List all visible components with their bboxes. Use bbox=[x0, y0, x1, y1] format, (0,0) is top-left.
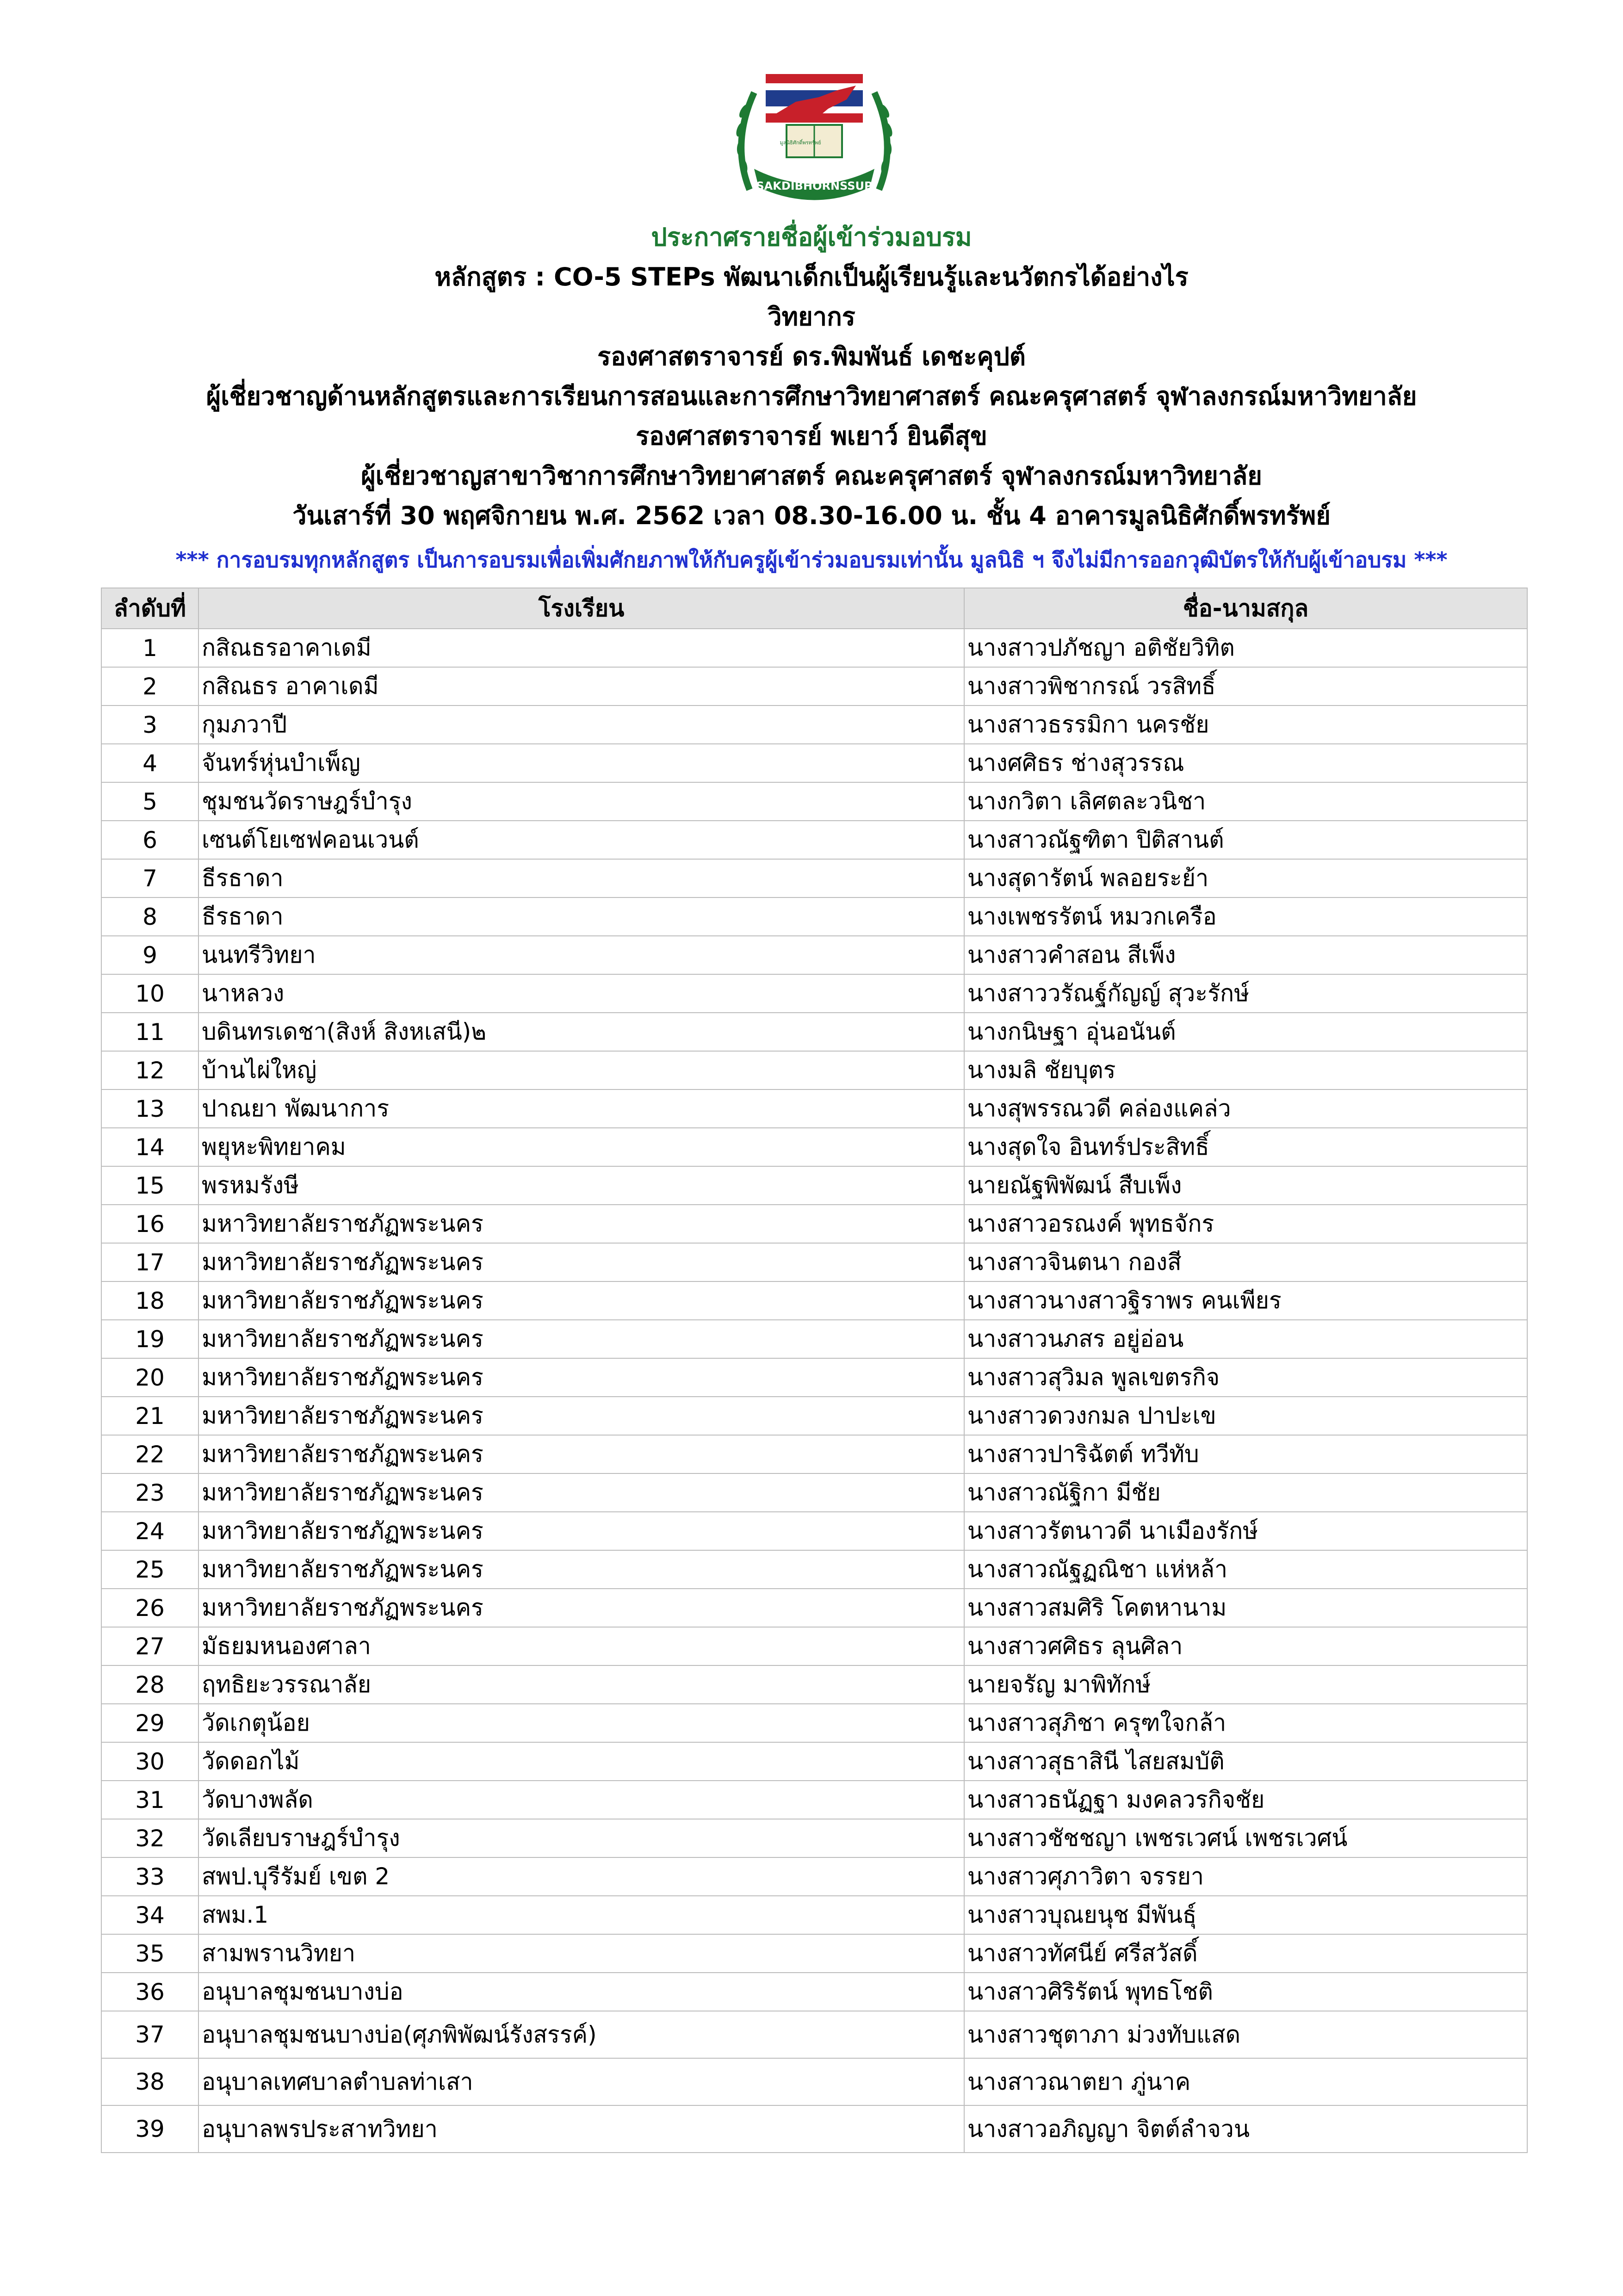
table-row bbox=[101, 1973, 1527, 2011]
cell-school: มหาวิทยาลัยราชภัฏพระนคร bbox=[198, 1397, 964, 1435]
cell-row-number: 17 bbox=[101, 1243, 198, 1281]
cell-row-number: 38 bbox=[101, 2058, 198, 2105]
speaker-1-title: ผู้เชี่ยวชาญด้านหลักสูตรและการเรียนการสอนและการศึกษาวิทยาศาสตร์ คณะครุศาสตร์ จุฬาลงกรณ์มหาวิทยาลัย bbox=[206, 382, 1417, 411]
cell-school: มหาวิทยาลัยราชภัฏพระนคร bbox=[198, 1512, 964, 1550]
cell-school: ปาณยา พัฒนาการ bbox=[198, 1089, 964, 1128]
announcement-header bbox=[0, 217, 1623, 536]
table-row bbox=[101, 2011, 1527, 2058]
cell-school: กสิณธรอาคาเดมี bbox=[198, 629, 964, 667]
table-row bbox=[101, 1243, 1527, 1281]
cell-row-number: 37 bbox=[101, 2011, 198, 2058]
cell-row-number: 25 bbox=[101, 1550, 198, 1589]
cell-participant-name: นางสาวณัฐฏณิชา แห่หล้า bbox=[964, 1550, 1527, 1589]
cell-participant-name: นางสาวชุตาภา ม่วงทับแสด bbox=[964, 2011, 1527, 2058]
cell-row-number: 19 bbox=[101, 1320, 198, 1358]
cell-school: อนุบาลชุมชนบางบ่อ(ศุภพิพัฒน์รังสรรค์) bbox=[198, 2011, 964, 2058]
cell-row-number: 23 bbox=[101, 1473, 198, 1512]
speaker-2-name: รองศาสตราจารย์ พเยาว์ ยินดีสุข bbox=[636, 421, 987, 451]
course-title: หลักสูตร : CO-5 STEPs พัฒนาเด็กเป็นผู้เรียนรู้และนวัตกรได้อย่างไร bbox=[434, 262, 1189, 291]
cell-row-number: 10 bbox=[101, 974, 198, 1013]
cell-row-number: 39 bbox=[101, 2105, 198, 2153]
cell-participant-name: นางสุพรรณวดี คล่องแคล่ว bbox=[964, 1089, 1527, 1128]
table-row bbox=[101, 1435, 1527, 1473]
cell-participant-name: นางกวิตา เลิศตละวนิชา bbox=[964, 782, 1527, 821]
table-row bbox=[101, 1704, 1527, 1742]
cell-participant-name: นางสาวปภัชญา อติชัยวิทิต bbox=[964, 629, 1527, 667]
table-header-row bbox=[101, 588, 1527, 629]
cell-participant-name: นางสาวธรรมิกา นครชัย bbox=[964, 706, 1527, 744]
table-row bbox=[101, 974, 1527, 1013]
cell-participant-name: นางสาวสมศิริ โคตหานาม bbox=[964, 1589, 1527, 1627]
cell-school: กุมภวาปี bbox=[198, 706, 964, 744]
cell-row-number: 11 bbox=[101, 1013, 198, 1051]
cell-school: มหาวิทยาลัยราชภัฏพระนคร bbox=[198, 1589, 964, 1627]
cell-school: นนทรีวิทยา bbox=[198, 936, 964, 974]
cell-row-number: 20 bbox=[101, 1358, 198, 1397]
table-row bbox=[101, 2058, 1527, 2105]
cell-school: ธีรธาดา bbox=[198, 897, 964, 936]
cell-school: วัดเกตุน้อย bbox=[198, 1704, 964, 1742]
cell-participant-name: นางสาวธนัฏฐา มงคลวรกิจชัย bbox=[964, 1781, 1527, 1819]
cell-participant-name: นางสาวจินตนา กองสี bbox=[964, 1243, 1527, 1281]
cell-row-number: 9 bbox=[101, 936, 198, 974]
cell-participant-name: นางสาวศุภาวิตา จรรยา bbox=[964, 1857, 1527, 1896]
cell-row-number: 34 bbox=[101, 1896, 198, 1934]
table-row bbox=[101, 2105, 1527, 2153]
table-row bbox=[101, 1550, 1527, 1589]
table-row bbox=[101, 1128, 1527, 1166]
cell-row-number: 36 bbox=[101, 1973, 198, 2011]
cell-row-number: 15 bbox=[101, 1166, 198, 1205]
cell-school: วัดดอกไม้ bbox=[198, 1742, 964, 1781]
cell-participant-name: นางศศิธร ช่างสุวรรณ bbox=[964, 744, 1527, 782]
cell-school: เซนต์โยเซฟคอนเวนต์ bbox=[198, 821, 964, 859]
cell-participant-name: นางสาวสุภิชา ครุฑใจกล้า bbox=[964, 1704, 1527, 1742]
cell-row-number: 30 bbox=[101, 1742, 198, 1781]
certificate-notice: *** การอบรมทุกหลักสูตร เป็นการอบรมเพื่อเพิ่มศักยภาพให้กับครูผู้เข้าร่วมอบรมเท่านั้น มูลนิธิ ฯ จึงไม่มีการออกวุฒิบัตรให้กับผู้เข้าอบรม *** bbox=[175, 547, 1448, 572]
cell-participant-name: นางสาวณัฐฑิตา ปิติสานต์ bbox=[964, 821, 1527, 859]
cell-school: บ้านไผ่ใหญ่ bbox=[198, 1051, 964, 1089]
cell-school: มหาวิทยาลัยราชภัฏพระนคร bbox=[198, 1320, 964, 1358]
cell-row-number: 2 bbox=[101, 667, 198, 706]
table-row bbox=[101, 1281, 1527, 1320]
table-row bbox=[101, 629, 1527, 667]
speaker-2-title: ผู้เชี่ยวชาญสาขาวิชาการศึกษาวิทยาศาสตร์ คณะครุศาสตร์ จุฬาลงกรณ์มหาวิทยาลัย bbox=[361, 461, 1262, 490]
logo-ribbon-text: SAKDIBHORNSSUP bbox=[756, 179, 873, 192]
foundation-logo bbox=[722, 65, 907, 204]
table-row bbox=[101, 1589, 1527, 1627]
cell-participant-name: นางสาวณัฐิกา มีชัย bbox=[964, 1473, 1527, 1512]
column-header-no: ลำดับที่ bbox=[101, 588, 198, 629]
table-row bbox=[101, 897, 1527, 936]
cell-row-number: 16 bbox=[101, 1205, 198, 1243]
cell-row-number: 22 bbox=[101, 1435, 198, 1473]
table-row bbox=[101, 1781, 1527, 1819]
column-header-name: ชื่อ-นามสกุล bbox=[964, 588, 1527, 629]
cell-participant-name: นางสุดใจ อินทร์ประสิทธิ์ bbox=[964, 1128, 1527, 1166]
table-row bbox=[101, 1205, 1527, 1243]
cell-row-number: 29 bbox=[101, 1704, 198, 1742]
cell-participant-name: นายจรัญ มาพิทักษ์ bbox=[964, 1665, 1527, 1704]
cell-school: วัดบางพลัด bbox=[198, 1781, 964, 1819]
table-row bbox=[101, 706, 1527, 744]
speaker-label: วิทยากร bbox=[768, 302, 855, 331]
cell-participant-name: นางสาวชัชชญา เพชรเวศน์ เพชรเวศน์ bbox=[964, 1819, 1527, 1857]
cell-participant-name: นางสาวดวงกมล ปาปะเข bbox=[964, 1397, 1527, 1435]
table-row bbox=[101, 936, 1527, 974]
cell-school: บดินทรเดชา(สิงห์ สิงหเสนี)๒ bbox=[198, 1013, 964, 1051]
cell-row-number: 26 bbox=[101, 1589, 198, 1627]
cell-school: มหาวิทยาลัยราชภัฏพระนคร bbox=[198, 1435, 964, 1473]
table-row bbox=[101, 1166, 1527, 1205]
cell-school: พยุหะพิทยาคม bbox=[198, 1128, 964, 1166]
cell-school: ธีรธาดา bbox=[198, 859, 964, 897]
cell-school: อนุบาลเทศบาลตำบลท่าเสา bbox=[198, 2058, 964, 2105]
cell-participant-name: นางสาววรัณฐ์กัญญ์ สุวะรักษ์ bbox=[964, 974, 1527, 1013]
cell-participant-name: นางสาวนางสาวฐิราพร คนเพียร bbox=[964, 1281, 1527, 1320]
cell-school: อนุบาลชุมชนบางบ่อ bbox=[198, 1973, 964, 2011]
table-row bbox=[101, 1473, 1527, 1512]
cell-participant-name: นางกนิษฐา อุ่นอนันต์ bbox=[964, 1013, 1527, 1051]
table-row bbox=[101, 1089, 1527, 1128]
cell-participant-name: นางสาวทัศนีย์ ศรีสวัสดิ์ bbox=[964, 1934, 1527, 1973]
cell-school: มหาวิทยาลัยราชภัฏพระนคร bbox=[198, 1205, 964, 1243]
cell-school: มหาวิทยาลัยราชภัฏพระนคร bbox=[198, 1281, 964, 1320]
table-row bbox=[101, 1512, 1527, 1550]
table-row bbox=[101, 1320, 1527, 1358]
cell-school: พรหมรังษี bbox=[198, 1166, 964, 1205]
table-row bbox=[101, 1358, 1527, 1397]
cell-row-number: 28 bbox=[101, 1665, 198, 1704]
table-row bbox=[101, 1819, 1527, 1857]
cell-row-number: 7 bbox=[101, 859, 198, 897]
cell-row-number: 5 bbox=[101, 782, 198, 821]
cell-school: มหาวิทยาลัยราชภัฏพระนคร bbox=[198, 1550, 964, 1589]
cell-row-number: 35 bbox=[101, 1934, 198, 1973]
logo-emblem bbox=[722, 65, 907, 204]
table-row bbox=[101, 782, 1527, 821]
cell-participant-name: นางเพชรรัตน์ หมวกเครือ bbox=[964, 897, 1527, 936]
cell-school: มหาวิทยาลัยราชภัฏพระนคร bbox=[198, 1473, 964, 1512]
column-header-school: โรงเรียน bbox=[198, 588, 964, 629]
cell-school: สามพรานวิทยา bbox=[198, 1934, 964, 1973]
table-row bbox=[101, 744, 1527, 782]
cell-row-number: 21 bbox=[101, 1397, 198, 1435]
cell-participant-name: นายณัฐพิพัฒน์ สืบเพ็ง bbox=[964, 1166, 1527, 1205]
cell-participant-name: นางสาวปาริฉัตต์ ทวีทับ bbox=[964, 1435, 1527, 1473]
cell-row-number: 4 bbox=[101, 744, 198, 782]
participant-table bbox=[101, 588, 1528, 2153]
table-row bbox=[101, 821, 1527, 859]
cell-row-number: 27 bbox=[101, 1627, 198, 1665]
cell-row-number: 3 bbox=[101, 706, 198, 744]
cell-participant-name: นางสาวสุธาสินี ไสยสมบัติ bbox=[964, 1742, 1527, 1781]
cell-participant-name: นางสาวพิชากรณ์ วรสิทธิ์ bbox=[964, 667, 1527, 706]
cell-row-number: 18 bbox=[101, 1281, 198, 1320]
table-row bbox=[101, 1051, 1527, 1089]
cell-participant-name: นางสาวรัตนาวดี นาเมืองรักษ์ bbox=[964, 1512, 1527, 1550]
cell-school: มหาวิทยาลัยราชภัฏพระนคร bbox=[198, 1243, 964, 1281]
cell-participant-name: นางสุดารัตน์ พลอยระย้า bbox=[964, 859, 1527, 897]
cell-participant-name: นางสาวอภิญญา จิตต์ลำจวน bbox=[964, 2105, 1527, 2153]
cell-school: มัธยมหนองศาลา bbox=[198, 1627, 964, 1665]
table-row bbox=[101, 1742, 1527, 1781]
table-row bbox=[101, 1013, 1527, 1051]
cell-row-number: 6 bbox=[101, 821, 198, 859]
cell-school: ฤทธิยะวรรณาลัย bbox=[198, 1665, 964, 1704]
cell-participant-name: นางสาวอรณงค์ พุทธจักร bbox=[964, 1205, 1527, 1243]
cell-school: อนุบาลพรประสาทวิทยา bbox=[198, 2105, 964, 2153]
speaker-1-name: รองศาสตราจารย์ ดร.พิมพันธ์ เดชะคุปต์ bbox=[597, 342, 1026, 371]
cell-participant-name: นางสาวคำสอน สีเพ็ง bbox=[964, 936, 1527, 974]
cell-school: วัดเลียบราษฎร์บำรุง bbox=[198, 1819, 964, 1857]
cell-row-number: 12 bbox=[101, 1051, 198, 1089]
table-body bbox=[101, 629, 1527, 2153]
cell-school: จันทร์หุ่นบำเพ็ญ bbox=[198, 744, 964, 782]
cell-row-number: 32 bbox=[101, 1819, 198, 1857]
cell-row-number: 1 bbox=[101, 629, 198, 667]
cell-participant-name: นางสาวศิริรัตน์ พุทธโชติ bbox=[964, 1973, 1527, 2011]
table-row bbox=[101, 1934, 1527, 1973]
table-row bbox=[101, 1857, 1527, 1896]
table-row bbox=[101, 1896, 1527, 1934]
cell-row-number: 24 bbox=[101, 1512, 198, 1550]
cell-participant-name: นางสาวณาตยา ภู่นาค bbox=[964, 2058, 1527, 2105]
cell-participant-name: นางสาวศศิธร ลุนศิลา bbox=[964, 1627, 1527, 1665]
cell-participant-name: นางสาวนภสร อยู่อ่อน bbox=[964, 1320, 1527, 1358]
event-datetime: วันเสาร์ที่ 30 พฤศจิกายน พ.ศ. 2562 เวลา 08.30-16.00 น. ชั้น 4 อาคารมูลนิธิศักดิ์พรทรัพย์ bbox=[292, 501, 1331, 530]
cell-school: มหาวิทยาลัยราชภัฏพระนคร bbox=[198, 1358, 964, 1397]
table-row bbox=[101, 859, 1527, 897]
cell-participant-name: นางสาวบุณยนุช มีพันธุ์ bbox=[964, 1896, 1527, 1934]
cell-participant-name: นางสาวสุวิมล พูลเขตรกิจ bbox=[964, 1358, 1527, 1397]
cell-participant-name: นางมลิ ชัยบุตร bbox=[964, 1051, 1527, 1089]
announcement-title: ประกาศรายชื่อผู้เข้าร่วมอบรม bbox=[651, 223, 972, 252]
cell-school: สพป.บุรีรัมย์ เขต 2 bbox=[198, 1857, 964, 1896]
logo-book-text: มูลนิธิศักดิ์พรทรัพย์ bbox=[780, 140, 821, 146]
cell-school: ชุมชนวัดราษฎร์บำรุง bbox=[198, 782, 964, 821]
cell-school: สพม.1 bbox=[198, 1896, 964, 1934]
table-row bbox=[101, 667, 1527, 706]
cell-row-number: 31 bbox=[101, 1781, 198, 1819]
cell-row-number: 14 bbox=[101, 1128, 198, 1166]
table-row bbox=[101, 1397, 1527, 1435]
table-row bbox=[101, 1627, 1527, 1665]
cell-row-number: 33 bbox=[101, 1857, 198, 1896]
table-row bbox=[101, 1665, 1527, 1704]
cell-school: นาหลวง bbox=[198, 974, 964, 1013]
cell-row-number: 13 bbox=[101, 1089, 198, 1128]
cell-row-number: 8 bbox=[101, 897, 198, 936]
cell-school: กสิณธร อาคาเดมี bbox=[198, 667, 964, 706]
